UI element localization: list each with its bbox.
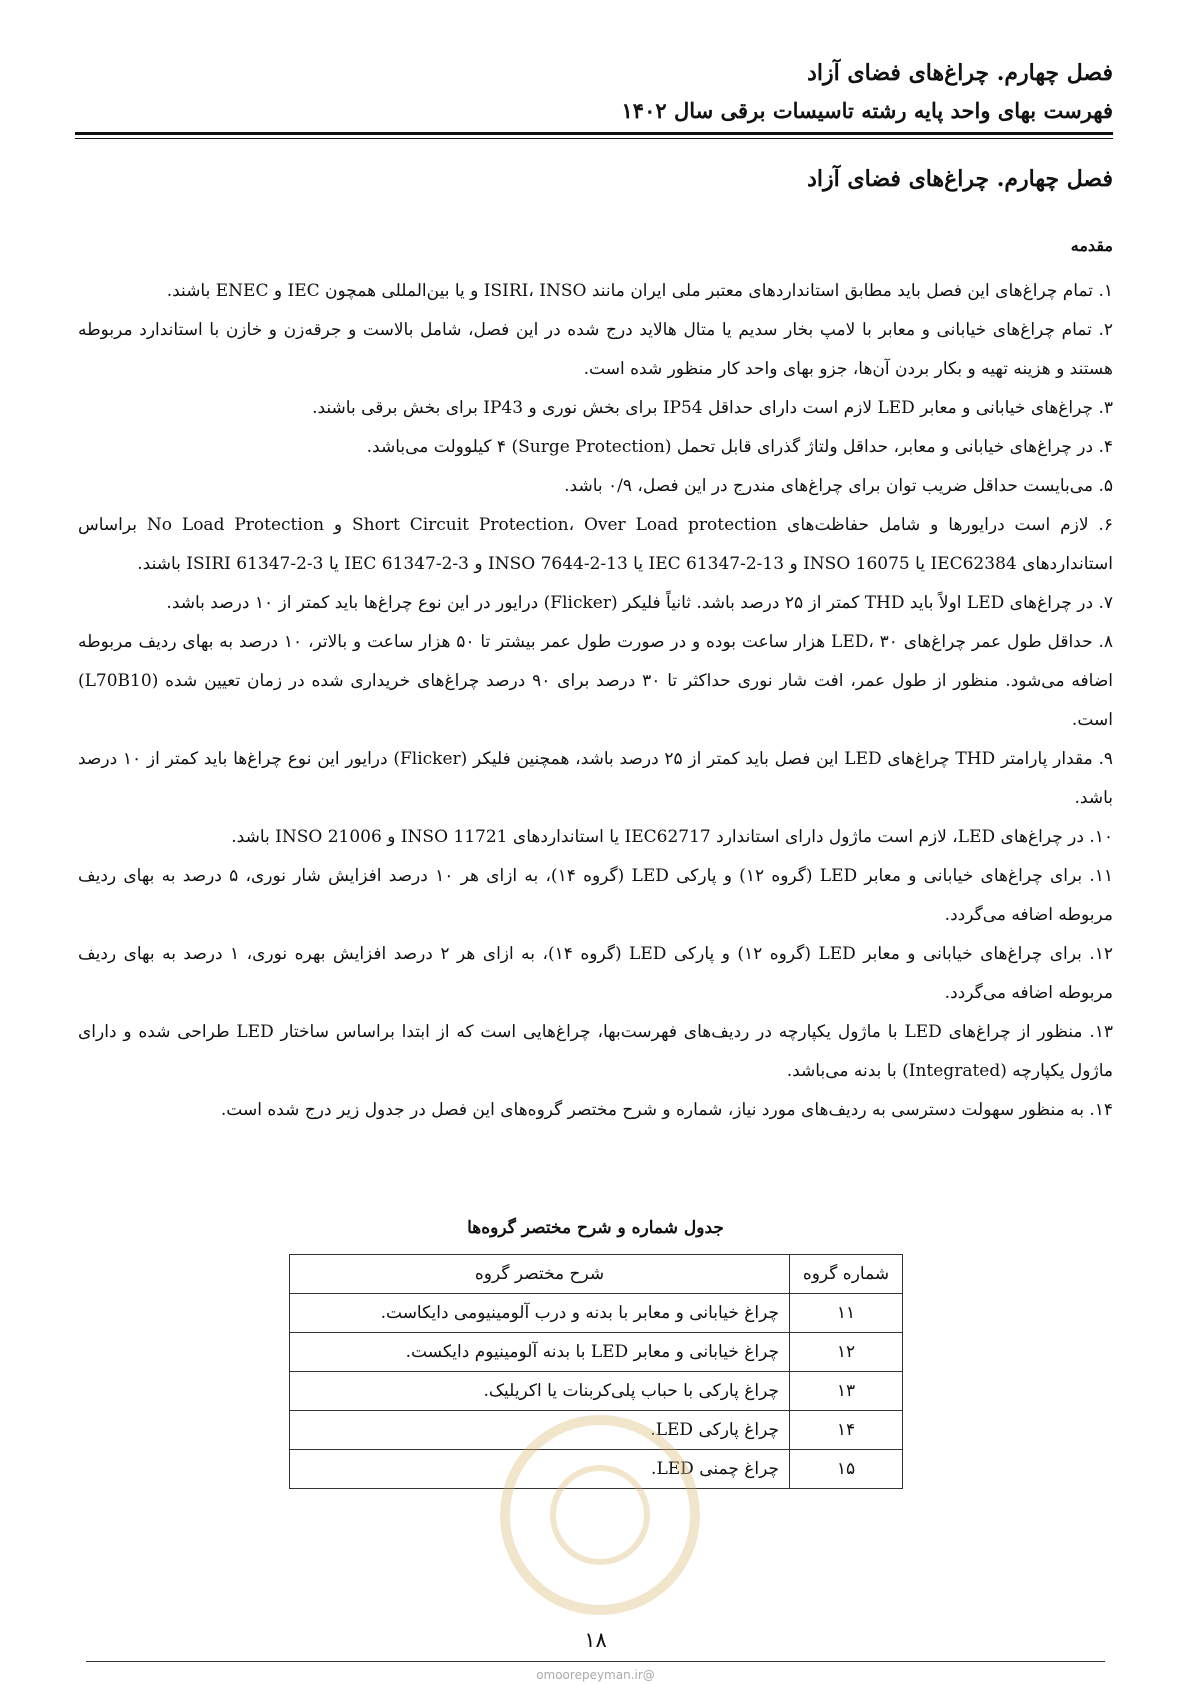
intro-item-2: ۲. تمام چراغ‌های خیابانی و معابر با لامپ بخار سدیم یا متال هالاید درج شده در این فصل، شامل بالاست و جرقه‌زن و خازن با استاندارد مربوطه هستند و هزینه تهیه و بکار بردن آن‌ها، جزو بهای واحد کار منظور شده است. bbox=[78, 320, 1113, 379]
group-number-cell: ۱۵ bbox=[790, 1450, 903, 1489]
watermark-site-text: @omoorepeyman.ir bbox=[536, 1668, 655, 1682]
header-rule-thin bbox=[75, 138, 1113, 139]
watermark-inner-ring bbox=[550, 1465, 650, 1565]
intro-item-7: ۷. در چراغ‌های LED اولاً باید THD کمتر از ۲۵ درصد باشد. ثانیاً فلیکر (Flicker) درایور در این نوع چراغ‌ها باید کمتر از ۱۰ درصد باشد. bbox=[166, 593, 1113, 613]
group-description-cell: چراغ خیابانی و معابر LED با بدنه آلومینیوم دایکست. bbox=[290, 1333, 790, 1372]
group-description-cell: چراغ پارکی LED. bbox=[290, 1411, 790, 1450]
group-number-cell: ۱۲ bbox=[790, 1333, 903, 1372]
watermark-seal-icon bbox=[500, 1415, 700, 1615]
table-row bbox=[290, 1372, 903, 1411]
intro-item-3: ۳. چراغ‌های خیابانی و معابر LED لازم است دارای حداقل IP54 برای بخش نوری و IP43 برای بخش برقی باشند. bbox=[312, 398, 1113, 418]
chapter-title: فصل چهارم. چراغ‌های فضای آزاد bbox=[807, 166, 1113, 192]
group-description-cell: چراغ چمنی LED. bbox=[290, 1450, 790, 1489]
group-number-cell: ۱۳ bbox=[790, 1372, 903, 1411]
footer-rule bbox=[86, 1661, 1105, 1662]
group-number-cell: ۱۱ bbox=[790, 1294, 903, 1333]
table-row bbox=[290, 1333, 903, 1372]
intro-item-12: ۱۲. برای چراغ‌های خیابانی و معابر LED (گروه ۱۲) و پارکی LED (گروه ۱۴)، به ازای هر ۲ درصد افزایش بهره نوری، ۱ درصد به بهای ردیف مربوطه اضافه می‌گردد. bbox=[78, 944, 1114, 1003]
group-description-cell: چراغ پارکی با حباب پلی‌کربنات یا اکریلیک. bbox=[290, 1372, 790, 1411]
table-row bbox=[290, 1294, 903, 1333]
group-number-cell: ۱۴ bbox=[790, 1411, 903, 1450]
column-header-number: شماره گروه bbox=[790, 1255, 903, 1294]
intro-item-8: ۸. حداقل طول عمر چراغ‌های LED، ۳۰ هزار ساعت بوده و در صورت طول عمر بیشتر تا ۵۰ هزار ساعت و بالاتر، ۱۰ درصد به بهای ردیف مربوطه اضافه می‌شود. منظور از طول عمر، افت شار نوری حداکثر تا ۳۰ درصد برای ۹۰ درصد چراغ‌های خریداری شده در زمان تعیین شده (L70B10) است. bbox=[78, 632, 1113, 730]
intro-heading: مقدمه bbox=[1070, 236, 1113, 255]
intro-item-6: ۶. لازم است درایورها و شامل حفاظت‌های Short Circuit Protection، Over Load protection و No Load Protection براساس استانداردهای IEC62384 یا INSO 16075 و IEC 61347-2-13 یا INSO 7644-2-13 و IEC 61347-2-3 یا ISIRI 61347-2-3 باشند. bbox=[78, 515, 1113, 574]
intro-item-5: ۵. می‌بایست حداقل ضریب توان برای چراغ‌های مندرج در این فصل، ۰/۹ باشد. bbox=[564, 476, 1113, 496]
page-number: ۱۸ bbox=[584, 1628, 607, 1652]
intro-item-11: ۱۱. برای چراغ‌های خیابانی و معابر LED (گروه ۱۲) و پارکی LED (گروه ۱۴)، به ازای هر ۱۰ درصد افزایش شار نوری، ۵ درصد به بهای ردیف مربوطه اضافه می‌گردد. bbox=[78, 866, 1113, 925]
intro-item-9: ۹. مقدار پارامتر THD چراغ‌های LED این فصل باید کمتر از ۲۵ درصد باشد، همچنین فلیکر (Flicker) درایور این نوع چراغ‌ها باید کمتر از ۱۰ درصد باشد. bbox=[78, 749, 1114, 808]
intro-item-13: ۱۳. منظور از چراغ‌های LED با ماژول یکپارچه در ردیف‌های فهرست‌بها، چراغ‌هایی است که از ابتدا براساس ساختار LED طراحی شده و دارای ماژول یکپارچه (Integrated) با بدنه می‌باشد. bbox=[78, 1022, 1113, 1081]
header-rule-thick bbox=[75, 132, 1113, 135]
running-header-list-title: فهرست بهای واحد پایه رشته تاسیسات برقی سال ۱۴۰۲ bbox=[621, 98, 1113, 123]
intro-item-10: ۱۰. در چراغ‌های LED، لازم است ماژول دارای استاندارد IEC62717 یا استانداردهای INSO 11721 و INSO 21006 باشد. bbox=[231, 827, 1113, 847]
intro-items-list bbox=[78, 272, 1113, 1130]
column-header-description: شرح مختصر گروه bbox=[290, 1255, 790, 1294]
group-description-cell: چراغ خیابانی و معابر با بدنه و درب آلومینیومی دایکاست. bbox=[290, 1294, 790, 1333]
table-header-row bbox=[290, 1255, 903, 1294]
running-header-chapter: فصل چهارم. چراغ‌های فضای آزاد bbox=[807, 60, 1113, 86]
intro-item-14: ۱۴. به منظور سهولت دسترسی به ردیف‌های مورد نیاز، شماره و شرح مختصر گروه‌های این فصل در جدول زیر درج شده است. bbox=[220, 1100, 1113, 1120]
intro-item-1: ۱. تمام چراغ‌های این فصل باید مطابق استانداردهای معتبر ملی ایران مانند ISIRI، INSO و یا بین‌المللی همچون IEC و ENEC باشند. bbox=[166, 281, 1113, 301]
table-caption: جدول شماره و شرح مختصر گروه‌ها bbox=[467, 1218, 724, 1238]
intro-item-4: ۴. در چراغ‌های خیابانی و معابر، حداقل ولتاژ گذرای قابل تحمل (Surge Protection) ۴ کیلوولت می‌باشد. bbox=[366, 437, 1113, 457]
